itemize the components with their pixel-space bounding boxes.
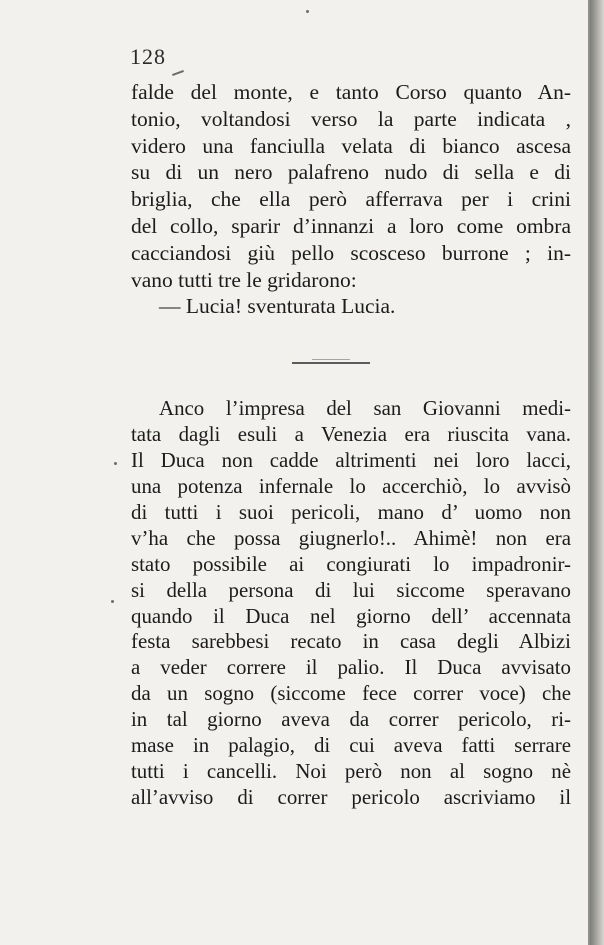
text-line: vano tutti tre le gridarono: [131,267,357,292]
text-line: da un sogno (siccome fece correr voce) che [131,681,571,706]
second-paragraph [131,396,571,811]
dialogue-line: — Lucia! sventurata Lucia. [159,294,396,319]
text-line: a veder correre il palio. Il Duca avvisato [131,655,571,680]
text-line: una potenza infernale lo accerchiò, lo avvisò [131,473,571,498]
first-paragraph [131,79,571,320]
text-line: di tutti i suoi pericoli, mano d’ uomo non [131,499,571,524]
text-line: mase in palagio, di cui aveva fatti serrare [131,733,571,758]
text-line: briglia, che ella però afferrava per i crini [131,187,571,212]
page-number: 128 [130,44,166,69]
text-line: su di un nero palafreno nudo di sella e di [131,160,571,185]
text-line: tutti i cancelli. Noi però non al sogno nè [131,759,571,784]
text-line: cacciandosi giù pello scosceso burrone ; in- [131,240,571,265]
text-line: Anco l’impresa del san Giovanni medi- [159,396,571,420]
text-line: festa sarebbesi recato in casa degli Albizi [131,629,571,654]
text-line: stato possibile ai congiurati lo impadronir- [131,551,571,576]
page-speck [306,10,309,13]
text-line: in tal giorno aveva da correr pericolo, ri- [131,707,571,732]
text-line: v’ha che possa giugnerlo!.. Ahimè! non era [131,525,571,550]
section-separator [292,362,370,364]
text-line: tata dagli esuli a Venezia era riuscita vana. [131,421,571,446]
page-speck [114,462,117,465]
text-line: videro una fanciulla velata di bianco ascesa [131,133,571,158]
text-line: falde del monte, e tanto Corso quanto An- [131,80,571,104]
page-number-mark [172,70,184,76]
text-line: quando il Duca nel giorno dell’ accennata [131,603,571,628]
book-gutter [590,0,604,945]
page-speck [111,600,114,603]
text-line: all’avviso di correr pericolo ascriviamo il [131,785,571,810]
text-line: tonio, voltandosi verso la parte indicata , [131,106,571,131]
text-line: si della persona di lui siccome speravano [131,577,571,602]
text-line: Il Duca non cadde altrimenti nei loro lacci, [131,447,571,472]
text-line: del collo, sparir d’innanzi a loro come ombra [131,213,571,238]
